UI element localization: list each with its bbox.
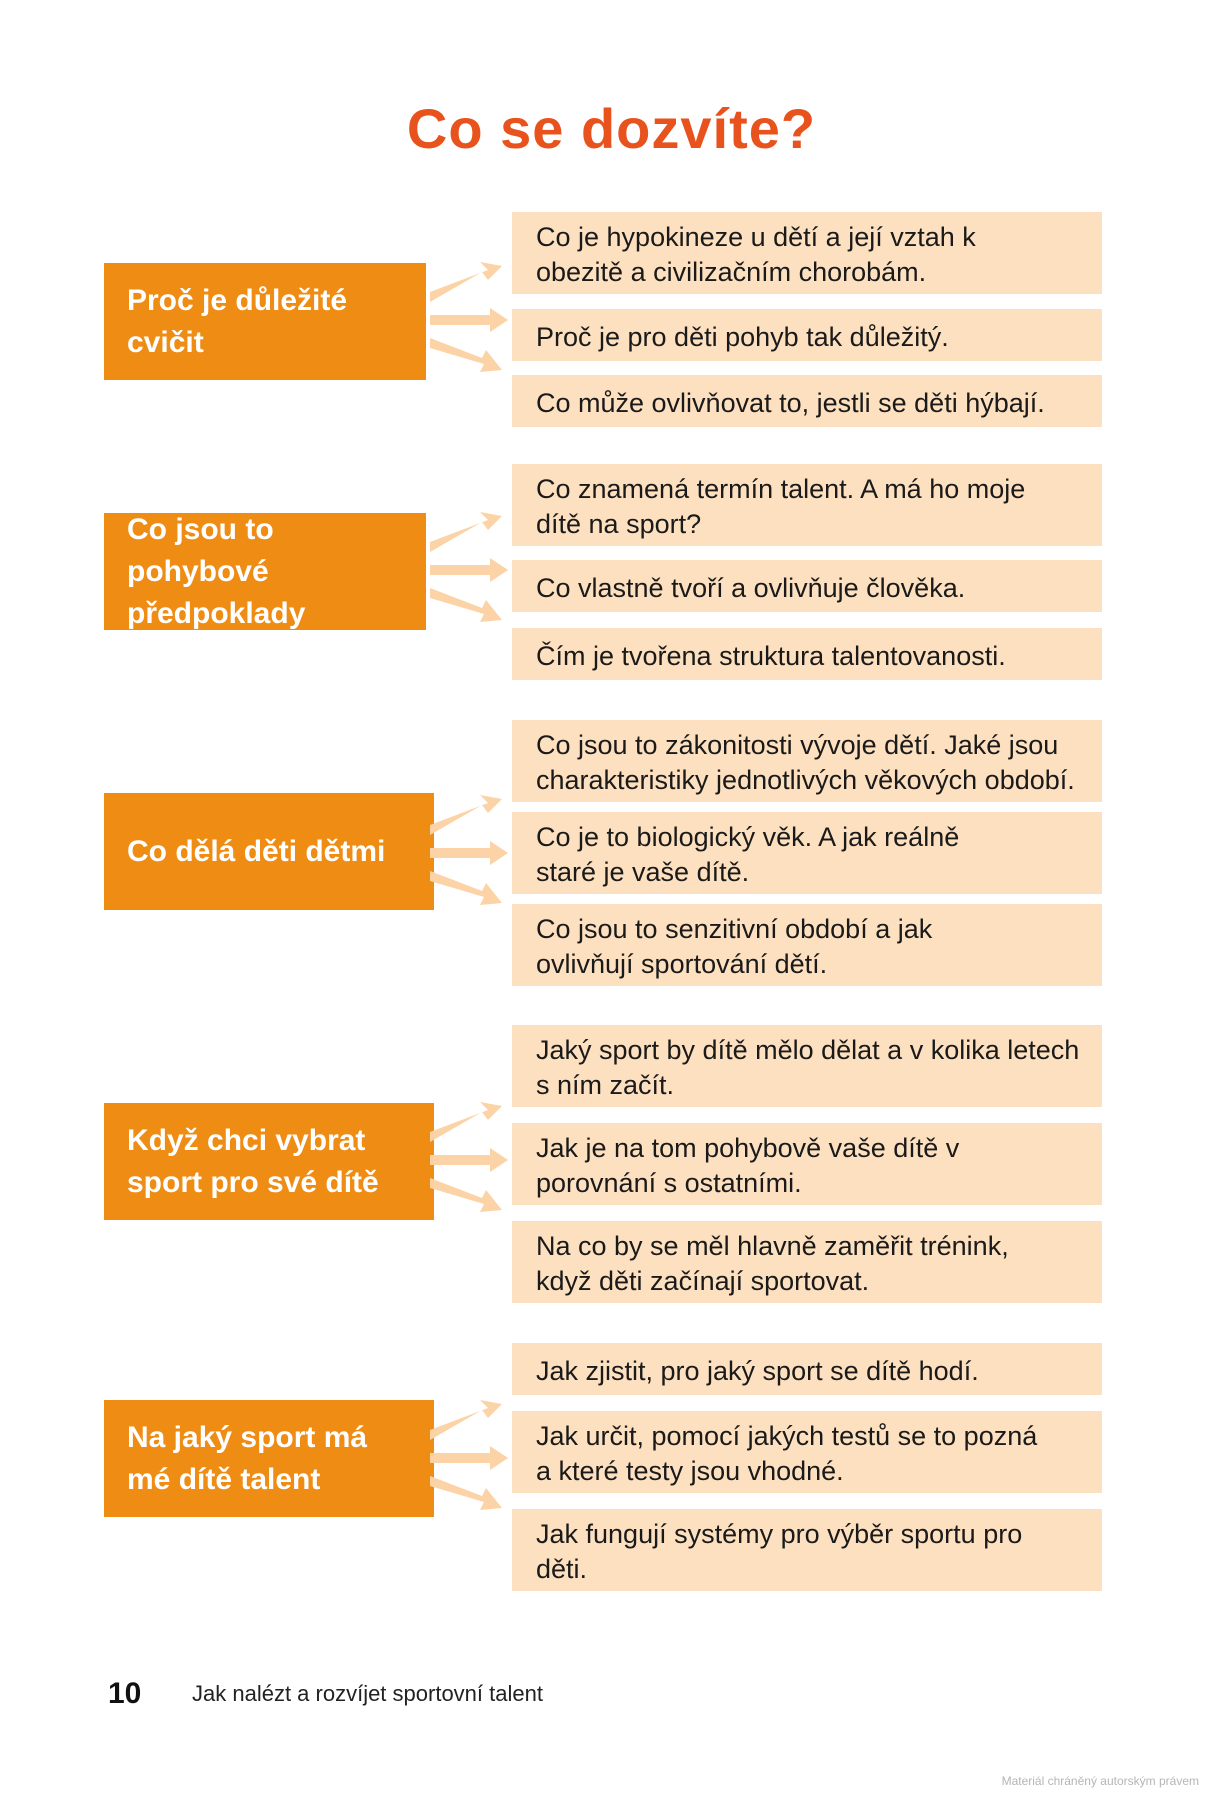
topic-label: Když chci vybrat sport pro své dítě: [127, 1123, 379, 1199]
question-item: Co jsou to zákonitosti vývoje dětí. Jaké jsou charakteristiky jednotlivých věkových období.: [512, 720, 1102, 802]
topic-label: Proč je důležité cvičit: [127, 283, 348, 359]
question-item: Co může ovlivňovat to, jestli se děti hýbají.: [512, 375, 1102, 427]
page-number: 10: [108, 1677, 142, 1710]
book-title: Jak nalézt a rozvíjet sportovní talent: [192, 1681, 543, 1706]
question-item: Jak zjistit, pro jaký sport se dítě hodí.: [512, 1343, 1102, 1395]
question-item: Co znamená termín talent. A má ho moje dítě na sport?: [512, 464, 1102, 546]
topic-label: Co jsou to pohybové předpoklady: [127, 512, 306, 630]
arrow-connector-icon: [430, 262, 510, 382]
topic-box: [104, 513, 426, 630]
topic-label: Co dělá děti dětmi: [127, 834, 386, 868]
topic-box: [104, 793, 434, 910]
question-item: Jak určit, pomocí jakých testů se to pozná a které testy jsou vhodné.: [512, 1411, 1102, 1493]
arrow-connector-icon: [430, 1102, 510, 1222]
topic-box: [104, 1103, 434, 1220]
topic-box: [104, 263, 426, 380]
question-item: Na co by se měl hlavně zaměřit trénink, když děti začínají sportovat.: [512, 1221, 1102, 1303]
topic-label: Na jaký sport má mé dítě talent: [127, 1420, 368, 1496]
question-item: Čím je tvořena struktura talentovanosti.: [512, 628, 1102, 680]
arrow-connector-icon: [430, 512, 510, 632]
question-item: Co jsou to senzitivní období a jak ovlivňují sportování dětí.: [512, 904, 1102, 986]
topic-box: [104, 1400, 434, 1517]
arrow-connector-icon: [430, 795, 510, 915]
question-item: Co je hypokineze u dětí a její vztah k obezitě a civilizačním chorobám.: [512, 212, 1102, 294]
question-item: Jak fungují systémy pro výběr sportu pro děti.: [512, 1509, 1102, 1591]
copyright-watermark: Materiál chráněný autorským právem: [1001, 1774, 1199, 1788]
question-item: Jak je na tom pohybově vaše dítě v porovnání s ostatními.: [512, 1123, 1102, 1205]
arrow-connector-icon: [430, 1400, 510, 1520]
question-item: Proč je pro děti pohyb tak důležitý.: [512, 309, 1102, 361]
page-title: Co se dozvíte?: [406, 97, 817, 160]
question-item: Co je to biologický věk. A jak reálně staré je vaše dítě.: [512, 812, 1102, 894]
question-item: Co vlastně tvoří a ovlivňuje člověka.: [512, 560, 1102, 612]
question-item: Jaký sport by dítě mělo dělat a v kolika letech s ním začít.: [512, 1025, 1102, 1107]
